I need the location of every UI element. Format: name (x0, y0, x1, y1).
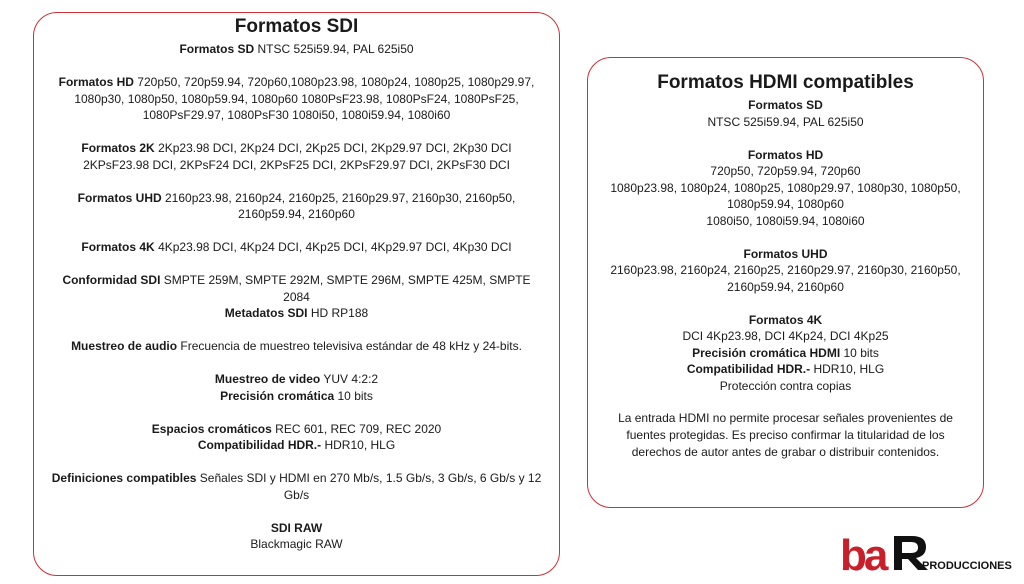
sdi-spec-line (48, 190, 545, 223)
sdi-spec-line (48, 536, 545, 553)
spec-value: SMPTE 259M, SMPTE 292M, SMPTE 296M, SMPTE 425M, SMPTE 2084 (160, 273, 531, 304)
spec-label: Formatos SD (179, 42, 255, 56)
spec-label: Precisión cromática (220, 388, 335, 403)
sdi-spec-line (48, 520, 545, 537)
sdi-spec-line (48, 437, 545, 454)
hdmi-spec-line: DCI 4Kp23.98, DCI 4Kp24, DCI 4Kp25 (682, 329, 889, 343)
spec-value: 10 bits (334, 388, 373, 403)
spec-value: HDR10, HLG (810, 362, 885, 376)
spec-value: NTSC 525i59.94, PAL 625i50 (254, 42, 414, 56)
spec-value: Protección contra copias (719, 378, 852, 393)
sdi-spec-block (48, 520, 545, 553)
spec-value: YUV 4:2:2 (320, 372, 379, 386)
spec-value: HDR10, HLG (321, 438, 396, 452)
spec-value: 2160p23.98, 2160p24, 2160p25, 2160p29.97, 2160p30, 2160p50, 2160p59.94, 2160p60 (161, 190, 516, 221)
sdi-spec-block (48, 239, 545, 256)
sdi-spec-block (48, 74, 545, 124)
spec-label: Formatos UHD (77, 190, 162, 205)
spec-label: Muestreo de audio (71, 339, 178, 353)
sdi-spec-line (48, 338, 545, 355)
hdmi-copy-protection-note: La entrada HDMI no permite procesar señales provenientes de fuentes protegidas. Es preciso confirmar la titularidad de los derechos de autor antes de grabar o distribuir contenidos. (618, 411, 953, 459)
bar-producciones-logo (838, 530, 1018, 576)
spec-value: 720p50, 720p59.94, 720p60,1080p23.98, 1080p24, 1080p25, 1080p29.97, 1080p30, 1080p50, 1080p59.94, 1080p60 1080PsF23.98, 1080PsF24, 1080PsF25, 1080PsF29.97, 1080PsF30 1080i50, 1080i59.94, 1080i60 (74, 75, 535, 122)
sdi-spec-block (48, 41, 545, 58)
spec-label: Definiciones compatibles (51, 471, 197, 485)
hdmi-extra-line (604, 378, 967, 395)
spec-value: HD RP188 (307, 306, 369, 320)
hdmi-block-title: Formatos 4K (748, 312, 823, 327)
logo-mark: ba (840, 531, 886, 576)
spec-label: Espacios cromáticos (151, 421, 272, 436)
sdi-title: Formatos SDI (234, 16, 359, 37)
spec-label: Formatos 4K (81, 240, 155, 254)
spec-label: Formatos HD (58, 75, 134, 89)
hdmi-formats-card (587, 57, 984, 508)
sdi-spec-line (48, 239, 545, 256)
hdmi-extra-line (604, 345, 967, 362)
spec-value: 4Kp23.98 DCI, 4Kp24 DCI, 4Kp25 DCI, 4Kp29.97 DCI, 4Kp30 DCI (154, 240, 512, 254)
sdi-spec-line (48, 74, 545, 124)
spec-label: Compatibilidad HDR.- (197, 438, 322, 452)
spec-label: Formatos 2K (81, 141, 155, 155)
sdi-spec-block (48, 140, 545, 173)
hdmi-spec-block (604, 97, 967, 130)
spec-label: Compatibilidad HDR.- (686, 362, 811, 376)
sdi-spec-line (48, 470, 545, 503)
spec-label: SDI RAW (270, 520, 323, 535)
hdmi-title: Formatos HDMI compatibles (657, 72, 914, 93)
sdi-spec-line (48, 421, 545, 438)
hdmi-block-title: Formatos HD (747, 147, 824, 162)
hdmi-spec-line: 1080p23.98, 1080p24, 1080p25, 1080p29.97, 1080p30, 1080p50, 1080p59.94, 1080p60 (610, 180, 961, 211)
spec-label: Conformidad SDI (62, 273, 161, 287)
hdmi-spec-line: 720p50, 720p59.94, 720p60 (710, 164, 861, 178)
hdmi-spec-block (604, 312, 967, 395)
hdmi-extra-line (604, 361, 967, 378)
spec-value: Señales SDI y HDMI en 270 Mb/s, 1.5 Gb/s, 3 Gb/s, 6 Gb/s y 12 Gb/s (196, 471, 542, 502)
spec-value: REC 601, REC 709, REC 2020 (271, 421, 442, 436)
sdi-spec-line (48, 41, 545, 58)
hdmi-spec-block (604, 246, 967, 296)
spec-value: Frecuencia de muestreo televisiva estándar de 48 kHz y 24-bits. (177, 339, 522, 353)
sdi-spec-block (48, 272, 545, 322)
sdi-spec-line (48, 272, 545, 305)
spec-label: Metadatos SDI (224, 306, 308, 320)
sdi-body (48, 41, 545, 553)
hdmi-body (604, 97, 967, 394)
sdi-spec-block (48, 421, 545, 454)
spec-value: 10 bits (840, 345, 879, 360)
sdi-spec-block (48, 371, 545, 404)
sdi-spec-block (48, 470, 545, 503)
hdmi-spec-line: 1080i50, 1080i59.94, 1080i60 (706, 213, 865, 228)
sdi-spec-block (48, 338, 545, 355)
hdmi-block-title: Formatos UHD (743, 246, 828, 261)
spec-value: Blackmagic RAW (250, 537, 343, 551)
sdi-spec-line (48, 140, 545, 173)
hdmi-spec-line: NTSC 525i59.94, PAL 625i50 (707, 114, 864, 129)
sdi-spec-line (48, 388, 545, 405)
sdi-spec-line (48, 305, 545, 322)
sdi-spec-line (48, 371, 545, 388)
hdmi-block-title: Formatos SD (748, 98, 823, 112)
hdmi-spec-line: 2160p23.98, 2160p24, 2160p25, 2160p29.97, 2160p30, 2160p50, 2160p59.94, 2160p60 (610, 263, 961, 294)
sdi-formats-card (33, 12, 560, 576)
sdi-spec-block (48, 190, 545, 223)
spec-label: Precisión cromática HDMI (692, 345, 841, 360)
spec-value: 2Kp23.98 DCI, 2Kp24 DCI, 2Kp25 DCI, 2Kp29.97 DCI, 2Kp30 DCI 2KPsF23.98 DCI, 2KPsF24 DCI, 2KPsF25 DCI, 2KPsF29.97 DCI, 2KPsF30 DCI (83, 141, 512, 172)
spec-label: Muestreo de video (214, 372, 321, 386)
logo-subtitle: PRODUCCIONES (922, 560, 1012, 572)
hdmi-spec-block (604, 147, 967, 230)
